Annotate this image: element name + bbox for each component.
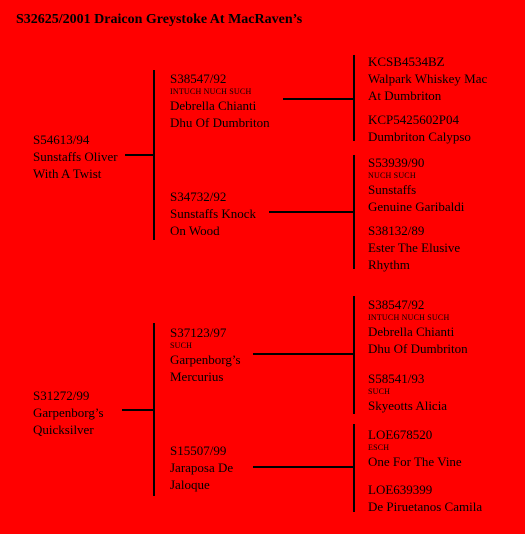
great-grandparent-5-reg: S38547/92 <box>368 297 425 312</box>
grandparent-3-name-line-2: Mercurius <box>170 369 224 384</box>
grandparent-3-name-line-1: Garpenborg’s <box>170 352 241 367</box>
great-grandparent-6-reg: S58541/93 <box>368 371 425 386</box>
dam-connector <box>122 409 155 411</box>
great-grandparent-6-name-line-1: Skyeotts Alicia <box>368 398 448 413</box>
grandparent-1-titles: INTUCH NUCH SUCH <box>170 87 252 96</box>
great-grandparent-7-reg: LOE678520 <box>368 427 433 442</box>
grandparent-4-bracket <box>353 424 355 512</box>
great-grandparent-7 <box>368 426 462 470</box>
grandparent-1 <box>170 70 270 131</box>
great-grandparent-4-name-line-1: Ester The Elusive <box>368 240 461 255</box>
great-grandparent-3-titles: NUCH SUCH <box>368 171 416 180</box>
great-grandparent-5-titles: INTUCH NUCH SUCH <box>368 313 450 322</box>
great-grandparent-8-name-line-1: De Piruetanos Camila <box>368 499 483 514</box>
grandparent-1-bracket <box>353 55 355 141</box>
grandparent-2-bracket <box>353 155 355 269</box>
great-grandparent-4-reg: S38132/89 <box>368 223 425 238</box>
grandparent-3 <box>170 324 241 385</box>
grandparent-1-name-line-1: Debrella Chianti <box>170 98 257 113</box>
grandparent-3-connector <box>253 353 355 355</box>
sire-connector <box>125 154 155 156</box>
grandparent-4-connector <box>253 466 355 468</box>
great-grandparent-7-titles: ESCH <box>368 443 390 452</box>
great-grandparent-3-reg: S53939/90 <box>368 155 425 170</box>
grandparent-2-reg: S34732/92 <box>170 189 227 204</box>
dam <box>33 387 104 438</box>
dam-bracket <box>153 323 155 496</box>
great-grandparent-5-name-line-1: Debrella Chianti <box>368 324 455 339</box>
grandparent-2 <box>170 188 256 239</box>
great-grandparent-5-name-line-2: Dhu Of Dumbriton <box>368 341 468 356</box>
great-grandparent-6 <box>368 370 447 414</box>
great-grandparent-8 <box>368 481 482 515</box>
grandparent-3-reg: S37123/97 <box>170 325 227 340</box>
sire-bracket <box>153 70 155 240</box>
great-grandparent-7-name-line-1: One For The Vine <box>368 454 462 469</box>
great-grandparent-1-name-line-1: Walpark Whiskey Mac <box>368 71 488 86</box>
sire-reg: S54613/94 <box>33 132 90 147</box>
great-grandparent-2-name-line-1: Dumbriton Calypso <box>368 129 471 144</box>
sire-name-line-1: Sunstaffs Oliver <box>33 149 118 164</box>
great-grandparent-3-name-line-2: Genuine Garibaldi <box>368 199 465 214</box>
grandparent-1-name-line-2: Dhu Of Dumbriton <box>170 115 270 130</box>
pedigree-title: S32625/2001 Draicon Greystoke At MacRaven’s <box>16 12 303 27</box>
grandparent-2-name-line-2: On Wood <box>170 223 220 238</box>
grandparent-2-name-line-1: Sunstaffs Knock <box>170 206 257 221</box>
grandparent-2-connector <box>269 211 355 213</box>
great-grandparent-6-titles: SUCH <box>368 387 391 396</box>
grandparent-4-name-line-2: Jaloque <box>170 477 210 492</box>
great-grandparent-2-reg: KCP5425602P04 <box>368 112 460 127</box>
dam-name-line-1: Garpenborg’s <box>33 405 104 420</box>
grandparent-3-titles: SUCH <box>170 341 193 350</box>
sire-name-line-2: With A Twist <box>33 166 102 181</box>
grandparent-1-connector <box>283 98 355 100</box>
great-grandparent-1 <box>368 53 487 104</box>
dam-reg: S31272/99 <box>33 388 90 403</box>
great-grandparent-1-reg: KCSB4534BZ <box>368 54 445 69</box>
great-grandparent-4-name-line-2: Rhythm <box>368 257 410 272</box>
great-grandparent-3-name-line-1: Sunstaffs <box>368 182 417 197</box>
grandparent-1-reg: S38547/92 <box>170 71 227 86</box>
great-grandparent-8-reg: LOE639399 <box>368 482 433 497</box>
great-grandparent-2 <box>368 111 471 145</box>
grandparent-3-bracket <box>353 296 355 414</box>
sire <box>33 131 118 182</box>
grandparent-4-reg: S15507/99 <box>170 443 227 458</box>
great-grandparent-3 <box>368 154 464 215</box>
great-grandparent-1-name-line-2: At Dumbriton <box>368 88 442 103</box>
great-grandparent-4 <box>368 222 460 273</box>
great-grandparent-5 <box>368 296 468 357</box>
grandparent-4 <box>170 442 233 493</box>
grandparent-4-name-line-1: Jaraposa De <box>170 460 234 475</box>
dam-name-line-2: Quicksilver <box>33 422 94 437</box>
